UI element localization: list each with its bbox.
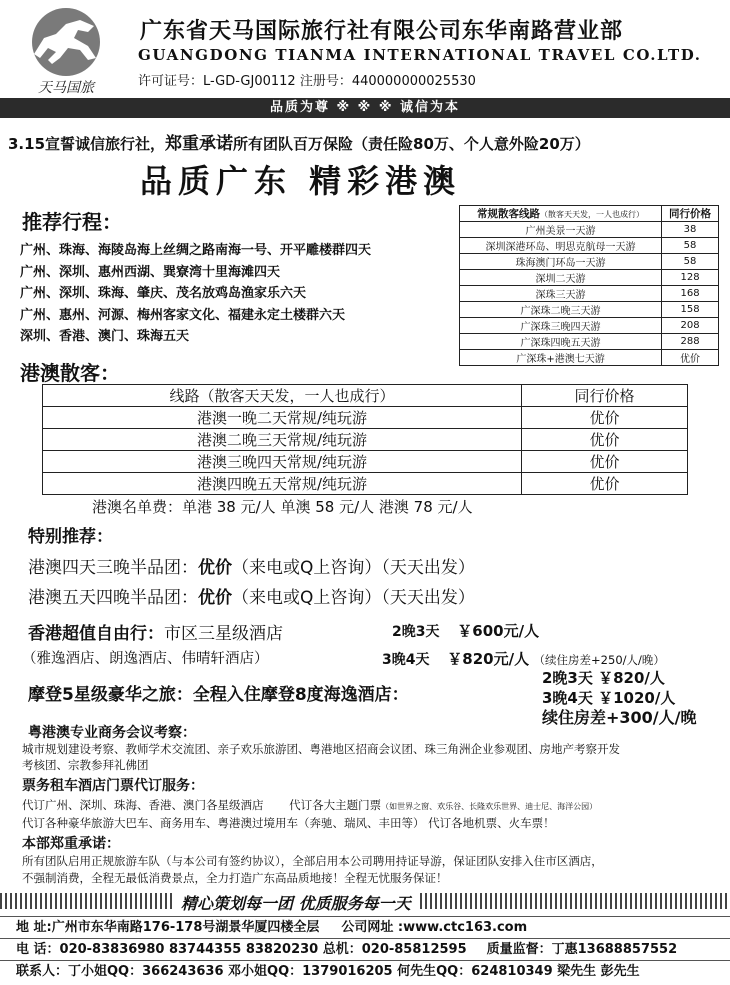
- phones: 电 话：020-83836980 83744355 83820230 总机：020-85812595: [16, 942, 467, 957]
- supervision: 质量监督：丁惠13688857552: [486, 942, 678, 957]
- svg-text:天马国旅: 天马国旅: [38, 80, 94, 96]
- price-cell: 优价: [522, 473, 688, 495]
- footer-address-row: [0, 916, 730, 939]
- col-price-header: 同行价格: [662, 206, 719, 222]
- price-cell: 优价: [522, 407, 688, 429]
- route-cell: 港澳四晚五天常规/纯玩游: [43, 473, 522, 495]
- table-row: [460, 350, 719, 366]
- promise-line: 3.15宣誓诚信旅行社，郑重承诺所有团队百万保险（责任险80万、个人意外险20万）: [8, 134, 590, 154]
- table-row: [43, 407, 688, 429]
- slogan: 精心策划每一团 优质服务每一天: [175, 891, 417, 914]
- special-heading: 特别推荐：: [28, 527, 113, 547]
- modern-option: 续住房差+300/人/晚: [542, 708, 697, 727]
- meeting-heading: 粤港澳专业商务会议考察：: [28, 725, 196, 741]
- hk-tour-table: [42, 384, 688, 495]
- col-route-header: 线路（散客天天发，一人也成行）: [43, 385, 522, 407]
- table-row: [460, 270, 719, 286]
- route-cell: 港澳三晚四天常规/纯玩游: [43, 451, 522, 473]
- price-cell: 优价: [662, 350, 719, 366]
- route-item: 广州、深圳、惠州西湖、巽寮湾十里海滩四天: [20, 264, 281, 280]
- table-row: [460, 238, 719, 254]
- price-cell: 168: [662, 286, 719, 302]
- commitment-heading: 本部郑重承诺：: [22, 836, 120, 852]
- route-cell: 深珠三天游: [460, 286, 662, 302]
- modern-option: 3晚4天 ￥1020/人: [542, 689, 676, 707]
- route-cell: 深圳深港环岛、明思克航母一天游: [460, 238, 662, 254]
- col-route-note: （散客天天发，一人也成行）: [540, 210, 645, 219]
- price-burst: 优价: [198, 553, 232, 578]
- route-cell: 广深珠+港澳七天游: [460, 350, 662, 366]
- route-item: 深圳、香港、澳门、珠海五天: [20, 329, 190, 344]
- col-price-header: 同行价格: [522, 385, 688, 407]
- booking-heading: 票务租车酒店门票代订服务：: [22, 778, 204, 794]
- hk-free-option-1: 2晚3天 ￥600元/人: [392, 622, 540, 640]
- website: 公司网址 :www.ctc163.com: [341, 920, 528, 935]
- hk-free-hotels: （雅逸酒店、朗逸酒店、伟晴轩酒店）: [22, 651, 269, 667]
- price-cell: 优价: [522, 429, 688, 451]
- table-header-row: [43, 385, 688, 407]
- motto-bar: 品质为尊 ※ ※ ※ 诚信为本: [0, 98, 730, 118]
- booking-text: 代订广州、深圳、珠海、香港、澳门各星级酒店 代订各大主题门票（如世界之窗、欢乐谷、长隆欢乐世界、迪士尼、海洋公园） 代订各种豪华旅游大巴车、商务用车、粤港澳过境用车（奔驰、瑞风、丰田等） 代订各地机票、火车票！: [22, 798, 598, 830]
- route-item: 广州、深圳、珠海、肇庆、茂名放鸡岛渔家乐六天: [20, 286, 307, 301]
- table-row: [43, 429, 688, 451]
- table-row: [460, 318, 719, 334]
- route-item: 广州、惠州、河源、梅州客家文化、福建永定土楼群六天: [20, 307, 346, 323]
- company-title-en: GUANGDONG TIANMA INTERNATIONAL TRAVEL CO.LTD.: [138, 46, 702, 64]
- table-row: [460, 286, 719, 302]
- price-cell: 优价: [522, 451, 688, 473]
- headline: 品质广东 精彩港澳: [140, 162, 462, 200]
- recommend-list: [20, 240, 371, 348]
- route-cell: 广州美景一天游: [460, 222, 662, 238]
- col-route-header: 常规散客线路: [477, 208, 541, 220]
- modern-title: 摩登5星级豪华之旅：全程入住摩登8度海逸酒店：: [28, 685, 409, 705]
- route-cell: 珠海澳门环岛一天游: [460, 254, 662, 270]
- price-burst: 优价: [198, 583, 232, 608]
- price-cell: 58: [662, 238, 719, 254]
- table-row: [460, 254, 719, 270]
- table-header-row: [460, 206, 719, 222]
- meeting-text: 城市规划建设考察、教师学术交流团、亲子欢乐旅游团、粤港地区招商会议团、珠三角洲企业参观团、房地产考察开发 考核团、宗教参拜礼佛团: [22, 742, 620, 772]
- address: 地 址:广州市东华南路176-178号湖景华厦四楼全层: [16, 920, 320, 935]
- footer-phone-row: [0, 938, 730, 961]
- contacts: 联系人：丁小姐QQ：366243636 邓小姐QQ：1379016205 何先生QQ：624810349 梁先生 彭先生: [16, 964, 640, 979]
- table-row: [43, 451, 688, 473]
- company-logo: [8, 4, 126, 96]
- commitment-text: 所有团队启用正规旅游车队（与本公司有签约协议），全部启用本公司聘用持证导游，保证团队安排入住市区酒店， 不强制消费，全程无最低消费景点，全力打造广东高品质地接！全程无忧服务保证！: [22, 854, 603, 885]
- route-cell: 广深珠二晚三天游: [460, 302, 662, 318]
- price-cell: 288: [662, 334, 719, 350]
- table-row: [460, 222, 719, 238]
- footer-contact-row: [0, 960, 730, 983]
- route-cell: 港澳二晚三天常规/纯玩游: [43, 429, 522, 451]
- modern-options: [542, 668, 697, 728]
- hk-free-option-2: 3晚4天 ￥820元/人 （续住房差+250/人/晚）: [382, 650, 665, 668]
- special-item: 港澳五天四晚半品团：优价（来电或Q上咨询）（天天出发）: [28, 583, 475, 608]
- route-item: 广州、珠海、海陵岛海上丝绸之路南海一号、开平雕楼群四天: [20, 243, 372, 258]
- price-cell: 38: [662, 222, 719, 238]
- route-cell: 广深珠四晚五天游: [460, 334, 662, 350]
- price-cell: 128: [662, 270, 719, 286]
- hk-free-title: 香港超值自由行：市区三星级酒店: [28, 624, 283, 644]
- table-row: [43, 473, 688, 495]
- route-cell: 港澳一晚二天常规/纯玩游: [43, 407, 522, 429]
- license-number: 许可证号：L-GD-GJ00112 注册号：440000000025530: [138, 74, 476, 89]
- daily-tour-table: [459, 205, 719, 366]
- table-row: [460, 334, 719, 350]
- price-cell: 208: [662, 318, 719, 334]
- visa-fees: 港澳名单费：单港 38 元/人 单澳 58 元/人 港澳 78 元/人: [92, 498, 473, 516]
- modern-option: 2晚3天 ￥820/人: [542, 669, 665, 687]
- route-cell: 广深珠三晚四天游: [460, 318, 662, 334]
- route-cell: 深圳二天游: [460, 270, 662, 286]
- price-cell: 158: [662, 302, 719, 318]
- table-row: [460, 302, 719, 318]
- company-title: 广东省天马国际旅行社有限公司东华南路营业部: [140, 19, 624, 44]
- special-item: 港澳四天三晚半品团：优价（来电或Q上咨询）（天天出发）: [28, 553, 475, 578]
- price-cell: 58: [662, 254, 719, 270]
- recommend-heading: 推荐行程：: [22, 210, 122, 234]
- hk-heading: 港澳散客：: [20, 361, 120, 385]
